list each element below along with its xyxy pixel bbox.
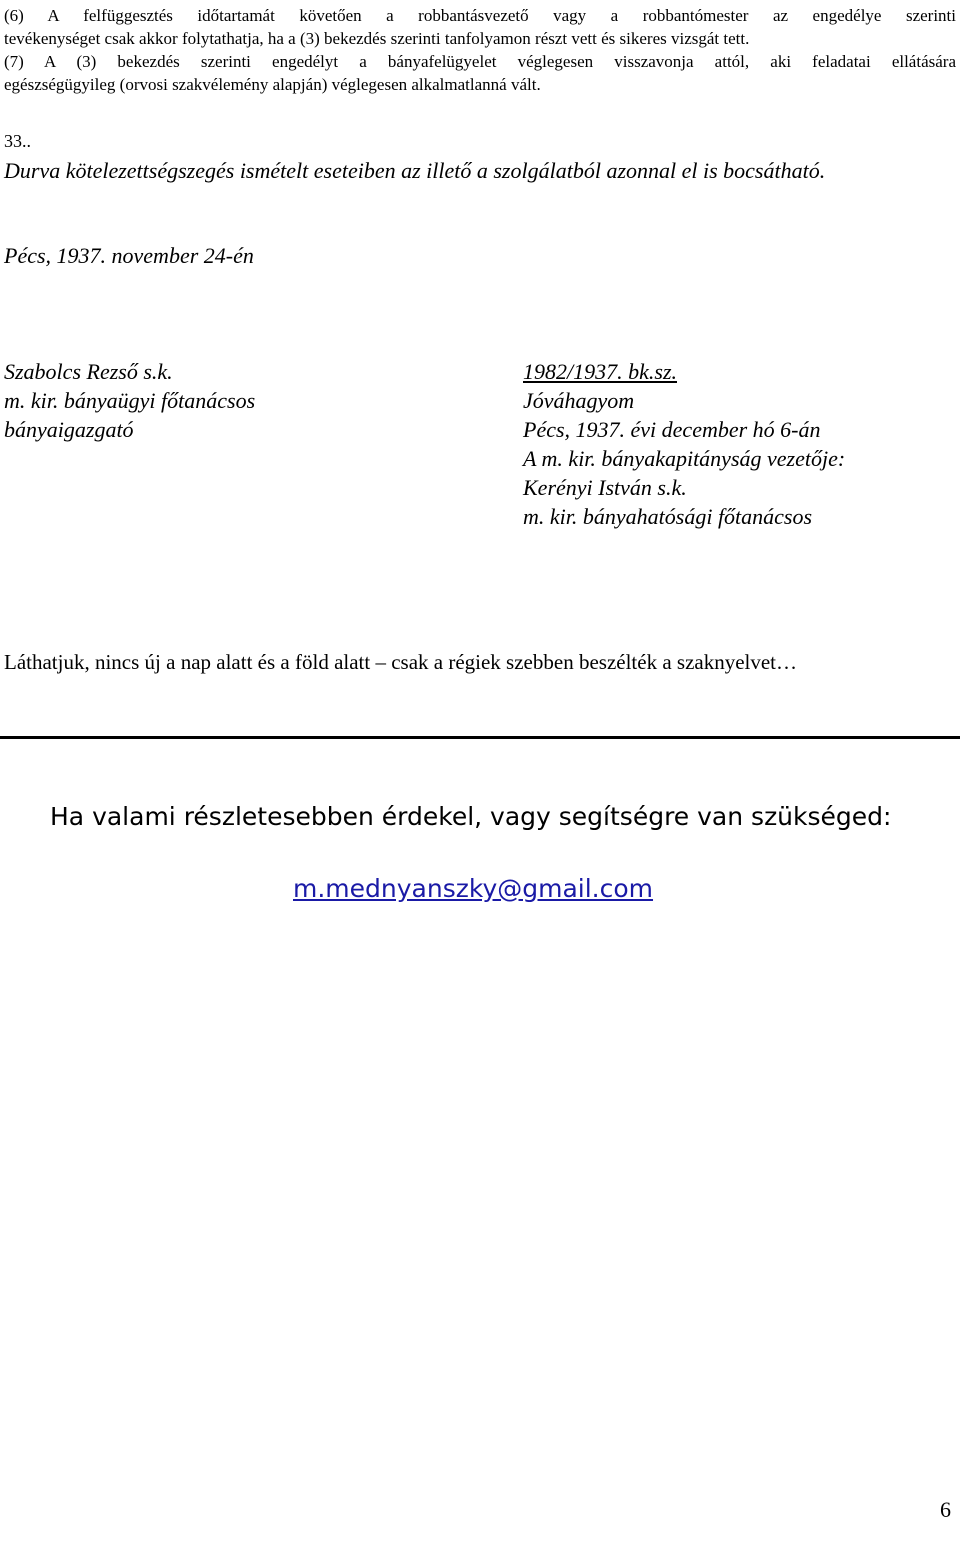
signature-left-name: Szabolcs Rezső s.k. bbox=[4, 359, 173, 384]
signature-right-approval: Jóváhagyom bbox=[523, 388, 635, 413]
signature-right-date: Pécs, 1937. évi december hó 6-án bbox=[523, 417, 821, 442]
signature-right-title: m. kir. bányahatósági főtanácsos bbox=[523, 504, 813, 529]
paragraph-7 bbox=[4, 50, 956, 96]
paragraph-7-line-2: egészségügyileg (orvosi szakvélemény alapján) véglegesen alkalmatlanná vált. bbox=[4, 75, 541, 94]
section-number: 33.. bbox=[4, 131, 31, 151]
closing-remark: Láthatjuk, nincs új a nap alatt és a föld alatt – csak a régiek szebben beszélték a szaknyelvet… bbox=[4, 650, 798, 674]
contact-email-link[interactable]: m.mednyanszky@gmail.com bbox=[293, 874, 654, 903]
section-text: Durva kötelezettségszegés ismételt eseteiben az illető a szolgálatból azonnal el is bocsátható. bbox=[4, 158, 826, 183]
signature-right-ref: 1982/1937. bk.sz. bbox=[523, 359, 677, 384]
paragraph-6-line-2: tevékenységet csak akkor folytathatja, ha a (3) bekezdés szerinti tanfolyamon részt vett és sikeres vizsgát tett. bbox=[4, 29, 750, 48]
horizontal-divider bbox=[0, 736, 960, 739]
signature-left bbox=[4, 357, 255, 444]
signature-left-role: bányaigazgató bbox=[4, 417, 134, 442]
paragraph-7-line-1: (7) A (3) bekezdés szerinti engedélyt a bányafelügyelet véglegesen visszavonja attól, aki feladatai ellátására bbox=[4, 52, 956, 71]
contact-prompt: Ha valami részletesebben érdekel, vagy segítségre van szükséged: bbox=[50, 802, 892, 831]
signature-right-name: Kerényi István s.k. bbox=[523, 475, 687, 500]
signature-left-title: m. kir. bányaügyi főtanácsos bbox=[4, 388, 256, 413]
signature-right bbox=[523, 357, 845, 531]
page-number: 6 bbox=[940, 1497, 951, 1522]
paragraph-6-line-1: (6) A felfüggesztés időtartamát követően a robbantásvezető vagy a robbantómester az engedélye szerinti bbox=[4, 6, 956, 25]
place-date: Pécs, 1937. november 24-én bbox=[4, 243, 254, 268]
paragraph-6 bbox=[4, 4, 956, 50]
signature-right-authority: A m. kir. bányakapitányság vezetője: bbox=[523, 446, 846, 471]
